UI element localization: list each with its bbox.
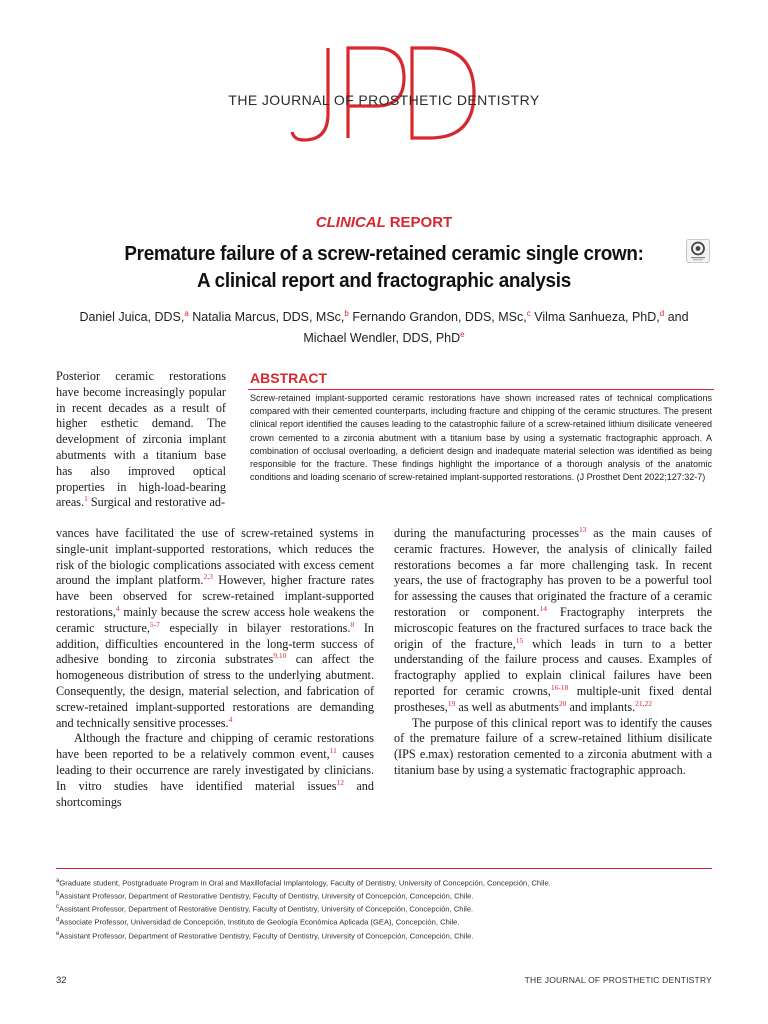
text-run: especially in bilayer restorations. xyxy=(159,620,351,635)
citation-link[interactable]: 16-18 xyxy=(550,682,569,692)
citation-link[interactable]: 1 xyxy=(84,494,88,504)
citation-link[interactable]: 11 xyxy=(329,746,337,756)
text-run: Although the fracture and chipping of ceramic restorations have been reported to be a relatively common event, xyxy=(56,731,374,762)
paragraph xyxy=(56,369,226,511)
citation-link[interactable]: 8 xyxy=(350,619,355,629)
citation-link[interactable]: 4 xyxy=(115,603,120,613)
text-run: can affect the homogeneous distribution of stress to the underlying abutment. Consequently, the design, material selection, and fabrication of screw-retained implant-supported restorations are demanding and technically sensitive processes. xyxy=(56,652,374,730)
footnote-item xyxy=(56,929,712,942)
text-run: However, higher fracture rates have been observed for screw-retained implant-supported restorations, xyxy=(56,573,374,619)
text-run: which leads in turn to a better understanding of the failure process and causes. Examples of fractography applied to explain clinical failures have been reported for ceramic crowns, xyxy=(394,636,712,698)
footnote-item xyxy=(56,876,712,889)
text-run: causes leading to their occurrence are rarely investigated by clinicians. In vitro studies have identified material issues xyxy=(56,747,374,793)
section-label-part1: CLINICAL xyxy=(315,214,386,231)
check-for-updates-icon[interactable] xyxy=(686,239,710,263)
text-run: Surgical and restorative ad- xyxy=(87,495,226,510)
author-affiliation-mark: b xyxy=(344,309,349,318)
paragraph xyxy=(394,716,712,779)
page-number: 32 xyxy=(56,975,67,986)
author-conjunction: and xyxy=(667,310,689,325)
footnote-mark: e xyxy=(56,930,60,937)
author-affiliation-mark: a xyxy=(184,309,189,318)
text-run: In addition, difficulties encountered in the long-term success of adhesive bonding to zirconia substrates xyxy=(56,620,375,667)
abstract-text: Screw-retained implant-supported ceramic restorations have shown increased rates of technical complications compared with their cemented counterparts, including fracture and chipping of the ceramic structures. The present clinical report identified the causes leading to the catastrophic failure of a screw-retained lithium disilicate veneered crown cemented to a zirconia abutment with a titanium base by using a systematic fractographic approach. A combination of occlusal overloading, a deficient design and inadequate material selection was identified as being responsible for the fracture. These findings highlight the importance of a thorough analysis of the anatomic conditions and loading scenario of screw-retained implant-supported restorations. (J Prosthet Dent 2022;127:32-7) xyxy=(250,393,712,483)
citation-link[interactable]: 9,10 xyxy=(273,651,287,661)
text-run: mainly because the screw access hole weakens the ceramic structure, xyxy=(56,604,374,635)
footnote-mark: d xyxy=(56,917,60,924)
footnote-mark: a xyxy=(56,878,60,884)
footnote-mark: b xyxy=(56,891,60,898)
author-affiliation-mark: c xyxy=(526,309,531,318)
affiliation-footnotes xyxy=(56,876,712,942)
text-run: during the manufacturing processes xyxy=(394,526,579,540)
author-affiliation-mark: d xyxy=(659,309,665,318)
section-label-part2: REPORT xyxy=(389,214,453,231)
citation-link[interactable]: 19 xyxy=(447,698,456,708)
citation-link[interactable]: 21,22 xyxy=(635,698,652,708)
paragraph xyxy=(394,526,712,716)
paragraph xyxy=(56,526,374,731)
text-run: Posterior ceramic restorations have become increasingly popular in recent decades as a result of higher esthetic demand. The development of zirconia implant abutments with a titanium base has also improved optical properties in high-load-bearing areas. xyxy=(56,369,226,510)
citation-link[interactable]: 15 xyxy=(515,635,524,645)
footnote-item xyxy=(56,915,712,928)
text-run: as the main causes of ceramic fractures. However, the analysis of clinically failed restorations becomes a far more challenging task. In recent years, the use of fractography has proven to be a powerful tool for assessing the causes that originated the fracture of a ceramic restoration or component. xyxy=(394,526,712,619)
citation-link[interactable]: 20 xyxy=(558,698,567,708)
author-name[interactable]: Natalia Marcus, DDS, MSc, xyxy=(192,310,345,325)
footnote-text: Assistant Professor, Department of Restorative Dentistry, Faculty of Dentistry, University of Concepción, Concepción, Chile. xyxy=(59,931,474,941)
abstract-heading: ABSTRACT xyxy=(250,370,327,386)
body-column-right xyxy=(394,526,712,779)
text-run: and implants. xyxy=(566,699,636,714)
footnote-text: Associate Professor, Universidad de Concepción, Instituto de Geología Económica Aplicada (GEA), Concepción, Chile. xyxy=(59,917,460,927)
footnote-text: Assistant Professor, Department of Restorative Dentistry, Faculty of Dentistry, University of Concepción, Concepción, Chile. xyxy=(59,891,474,901)
citation-link[interactable]: 4 xyxy=(228,714,233,724)
author-list xyxy=(40,305,728,347)
footnote-item xyxy=(56,889,712,902)
text-run: as well as abutments xyxy=(455,699,559,714)
section-label xyxy=(0,214,768,231)
author-name[interactable]: Vilma Sanhueza, PhD, xyxy=(534,310,660,325)
text-run: vances have facilitated the use of screw-retained systems in single-unit implant-supported restorations, which reduces the risk of the biologic complications associated with excess cement around the implant platform. xyxy=(56,526,374,588)
text-run: Fractography interprets the microscopic features on the fractured surfaces to trace back the origin of the fracture, xyxy=(394,604,712,651)
author-name[interactable]: Fernando Grandon, DDS, MSc, xyxy=(352,310,527,325)
citation-link[interactable]: 5-7 xyxy=(149,619,160,629)
text-run: and shortcomings xyxy=(56,778,374,809)
footnote-item xyxy=(56,902,712,915)
citation-link[interactable]: 13 xyxy=(578,524,587,534)
journal-name: THE JOURNAL OF PROSTHETIC DENTISTRY xyxy=(228,92,540,108)
footnote-mark: c xyxy=(56,904,59,911)
citation-link[interactable]: 2,3 xyxy=(203,572,213,582)
text-run: multiple-unit fixed dental prostheses, xyxy=(394,683,712,714)
abstract-divider xyxy=(248,389,714,390)
body-column-left xyxy=(56,526,374,810)
author-affiliation-mark: e xyxy=(460,330,465,340)
footnote-text: Assistant Professor, Department of Restorative Dentistry, Faculty of Dentistry, University of Concepción, Concepción, Chile. xyxy=(59,904,474,914)
author-name[interactable]: Michael Wendler, DDS, PhD xyxy=(303,331,461,346)
body-text-intro xyxy=(56,369,226,511)
footnote-divider xyxy=(56,868,712,869)
citation-link[interactable]: 12 xyxy=(336,777,344,787)
footnote-text: Graduate student, Postgraduate Program in Oral and Maxillofacial Implantology, Faculty of Dentistry, University of Concepción, Concepción, Chile. xyxy=(59,878,551,888)
text-run: The purpose of this clinical report was to identify the causes of the premature failure of a screw-retained lithium disilicate (IPS e.max) restoration cemented to a zirconia abutment with a titanium base by using a systematic fractographic approach. xyxy=(394,715,712,777)
paragraph xyxy=(56,731,374,810)
citation-link[interactable]: 14 xyxy=(539,603,548,613)
running-footer: THE JOURNAL OF PROSTHETIC DENTISTRY xyxy=(524,975,712,985)
article-title: Premature failure of a screw-retained ceramic single crown: A clinical report and fractographic analysis xyxy=(124,242,644,292)
author-name[interactable]: Daniel Juica, DDS, xyxy=(79,310,185,325)
